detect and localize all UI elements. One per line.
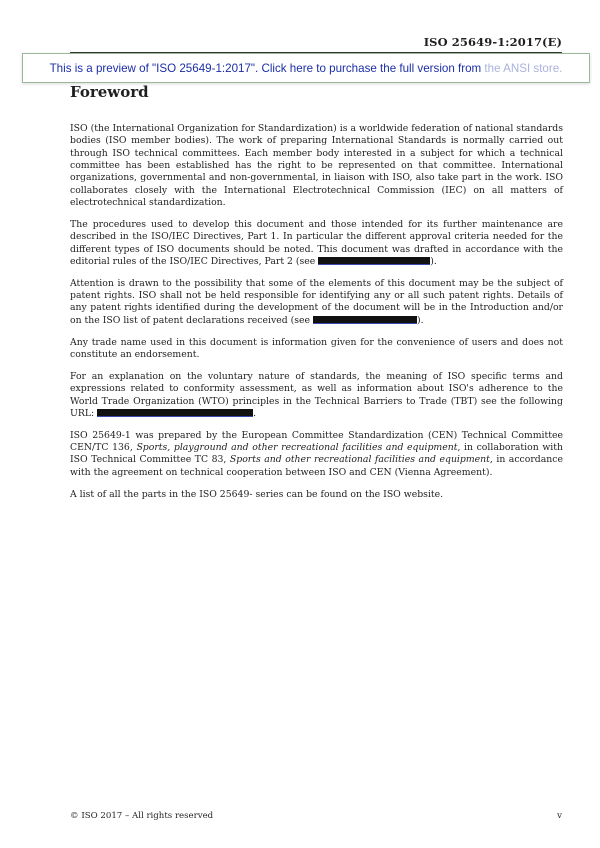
paragraph-procedures-end: ). xyxy=(430,255,437,267)
banner-text-main[interactable]: This is a preview of "ISO 25649-1:2017". Click here to purchase the full version from xyxy=(49,61,482,75)
paragraph-parts-list: A list of all the parts in the ISO 25649- series can be found on the ISO website. xyxy=(70,488,444,500)
paragraph-procedures-text: The procedures used to develop this document and those intended for its further maintenance are described in the ISO/IEC Directives, Part 1. In particular the different approval criteria needed for the different types of ISO documents should be noted. This document was drafted in accordance with the editorial rules of the ISO/IEC Directives, Part 2 (see xyxy=(70,218,563,267)
prepared-by-text-2: , in collaboration with ISO Technical Committee TC 83, xyxy=(70,442,563,466)
banner-text[interactable] xyxy=(50,62,563,75)
banner-text-faded[interactable]: the ANSI store. xyxy=(481,61,563,75)
paragraph-patents-text: Attention is drawn to the possibility that some of the elements of this document may be the subject of patent rights. ISO shall not be held responsible for identifying any or all such patent rights. Details of any patent rights identified during the development of the document will be in the Introduction and/or on the ISO list of patent declarations received (see xyxy=(70,277,563,326)
foreword-body xyxy=(70,123,563,510)
footer-copyright: © ISO 2017 – All rights reserved xyxy=(70,811,214,821)
redacted-link[interactable] xyxy=(318,257,430,265)
paragraph-patents xyxy=(70,278,563,327)
page-title: Foreword xyxy=(70,83,149,101)
paragraph-trade-name: Any trade name used in this document is information given for the convenience of users and does not constitute an endorsement. xyxy=(70,336,563,360)
prepared-by-text-3: , in accordance with the agreement on technical cooperation between ISO and CEN (Vienna Agreement). xyxy=(70,454,563,478)
paragraph-voluntary-text: For an explanation on the voluntary nature of standards, the meaning of ISO specific terms and expressions related to conformity assessment, as well as information about ISO's adherence to the World Trade Organization (WTO) principles in the Technical Barriers to Trade (TBT) see the following URL: xyxy=(70,370,563,419)
committee-title-iso: Sports and other recreational facilities and equipment xyxy=(229,454,490,466)
paragraph-voluntary-nature xyxy=(70,371,563,420)
prepared-by-text-1: ISO 25649-1 was prepared by the European Committee Standardization (CEN) Technical Committee CEN/TC 136, xyxy=(70,429,563,454)
paragraph-prepared-by xyxy=(70,430,563,479)
paragraph-procedures xyxy=(70,219,563,268)
purchase-preview-banner[interactable] xyxy=(22,53,590,83)
footer-page-number: v xyxy=(557,811,562,821)
document-code: ISO 25649-1:2017(E) xyxy=(423,35,562,49)
paragraph-patents-end: ). xyxy=(416,314,424,326)
paragraph-iso-intro: ISO (the International Organization for Standardization) is a worldwide federation of national standards bodies (ISO member bodies). The work of preparing International Standards is normally carried out through ISO technical committees. Each member body interested in a subject for which a technical committee has been established has the right to be represented on that committee. International organizations, governmental and non-governmental, in liaison with ISO, also take part in the work. ISO collaborates closely with the International Electrotechnical Commission (IEC) on all matters of electrotechnical standardization. xyxy=(70,123,563,209)
redacted-link[interactable] xyxy=(313,316,417,324)
redacted-link[interactable] xyxy=(97,409,253,417)
committee-title-cen: Sports, playground and other recreational facilities and equipment xyxy=(136,442,458,454)
paragraph-voluntary-end: . xyxy=(253,407,257,419)
